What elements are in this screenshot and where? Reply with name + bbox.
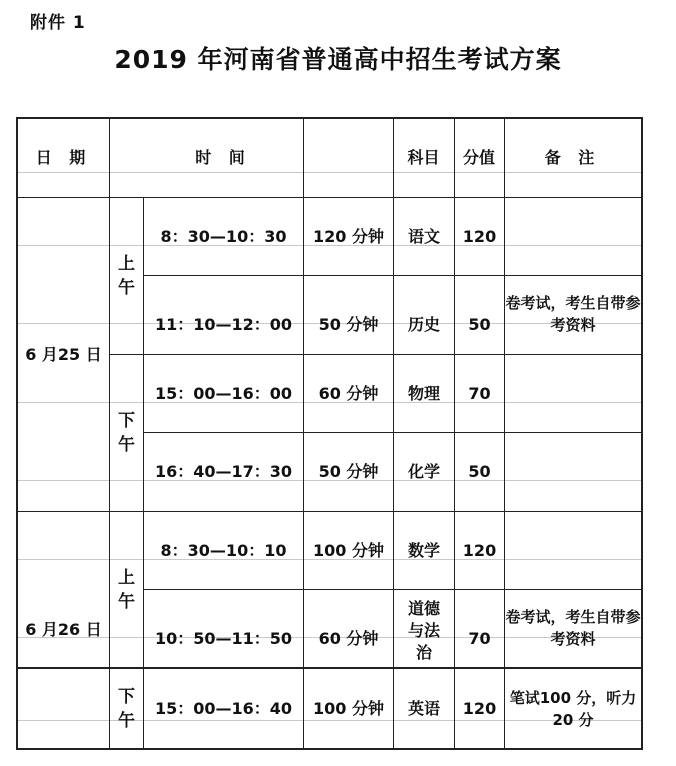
table-row-0-time: 8：30—10：30 (160, 226, 287, 246)
table-row-3-subject: 化学 (407, 462, 440, 481)
header-remark: 备 注 (544, 148, 601, 167)
table-row-6-score: 120 (462, 698, 497, 718)
table-row-0-score: 120 (462, 226, 497, 246)
header-score: 分值 (462, 148, 495, 167)
table-row-4-time: 8：30—10：10 (160, 540, 287, 560)
table-row-2-duration: 60 分钟 (318, 383, 379, 403)
header-date: 日 期 (35, 148, 92, 167)
period-label: 上午 (118, 567, 135, 612)
table-row-6-remark: 笔试100 分，听力20 分 (509, 688, 637, 729)
date-cell-day1: 6 月25 日 (25, 344, 102, 364)
table-row-1-duration: 50 分钟 (318, 315, 379, 334)
table-row-2-time: 15：00—16：00 (154, 383, 293, 403)
row-line-5 (143, 589, 643, 590)
table-row-3-score: 50 (468, 462, 491, 481)
table-row-3-duration: 50 分钟 (318, 462, 379, 481)
date-cell-day2: 6 月26 日 (25, 620, 102, 639)
table-row-1-subject: 历史 (407, 315, 440, 334)
table-row-6-subject: 英语 (407, 698, 440, 718)
period-morning-day1 (110, 198, 143, 354)
row-line-1 (143, 275, 643, 276)
table-border-right (641, 117, 643, 750)
table-row-3-time: 16：40—17：30 (154, 462, 293, 481)
table-row-3-remark (505, 433, 641, 511)
table-row-0-remark (505, 198, 641, 275)
table-row-1-time: 11：10—12：00 (154, 315, 293, 334)
table-row-4-remark (505, 512, 641, 589)
period-label: 下午 (118, 686, 135, 731)
table-row-0-subject: 语文 (407, 226, 440, 246)
table-row-4-subject: 数学 (407, 540, 440, 560)
document-title: 2019 年河南省普通高中招生考试方案 (114, 45, 562, 74)
header-time: 时 间 (195, 148, 251, 167)
table-row-5-subject (395, 595, 453, 667)
table-row-4-duration: 100 分钟 (313, 540, 384, 560)
table-row-5-score: 70 (468, 628, 491, 648)
table-row-5-duration: 60 分钟 (318, 628, 379, 648)
period-afternoon-day2 (110, 669, 143, 748)
table-row-6-duration: 100 分钟 (313, 698, 384, 718)
header-subject: 科目 (407, 148, 440, 167)
table-row-5-remark: 卷考试，考生自带参考资料 (505, 608, 641, 648)
table-row-5-time: 10：50—11：50 (154, 628, 293, 648)
table-row-2-subject: 物理 (407, 383, 440, 403)
exam-schedule-table (16, 117, 643, 750)
period-morning-day2 (110, 512, 143, 667)
table-row-1-score: 50 (468, 315, 491, 334)
table-row-2-score: 70 (468, 383, 491, 403)
attachment-label: 附件 1 (30, 13, 86, 33)
period-label: 下午 (118, 411, 135, 455)
table-row-6-time: 15：00—16：40 (154, 698, 293, 718)
table-row-0-duration: 120 分钟 (313, 226, 384, 246)
period-afternoon-day1 (110, 355, 143, 511)
table-row-4-score: 120 (462, 540, 497, 560)
table-row-2-remark (505, 355, 641, 432)
period-label: 上午 (118, 254, 135, 298)
table-border-bottom (16, 748, 643, 750)
table-row-1-remark: 卷考试，考生自带参考资料 (505, 294, 641, 334)
subject-label: 道德与法治 (407, 599, 440, 662)
